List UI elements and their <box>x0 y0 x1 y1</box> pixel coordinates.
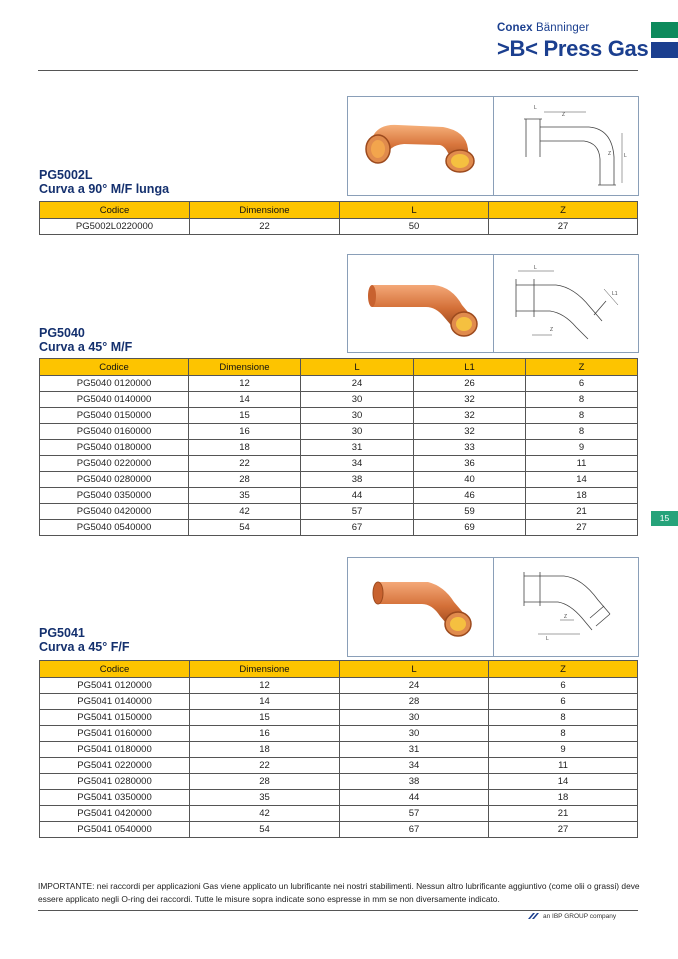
column-header: Codice <box>40 202 190 219</box>
table-cell: 30 <box>301 392 414 408</box>
table-row <box>40 790 638 806</box>
dim-label-z: Z <box>562 112 566 118</box>
footer-divider <box>38 910 638 911</box>
column-header: L1 <box>414 359 526 376</box>
column-header: Codice <box>40 661 190 678</box>
brand-name-banninger: Bänninger <box>535 22 590 34</box>
brand-logo-title: >B< Press Gas <box>497 36 649 61</box>
table-cell: 14 <box>526 472 638 488</box>
table-cell: 59 <box>414 504 526 520</box>
table-cell: 14 <box>190 694 340 710</box>
table-cell: 21 <box>526 504 638 520</box>
table-cell: 31 <box>301 440 414 456</box>
brand-bar-green <box>651 22 678 38</box>
section-title-pg5040 <box>39 326 132 354</box>
table-cell: 18 <box>190 742 340 758</box>
technical-drawing-45-elbow-mf <box>494 255 638 352</box>
table-cell: 18 <box>526 488 638 504</box>
table-row <box>40 392 638 408</box>
section-title-pg5041 <box>39 626 129 654</box>
table-cell: 11 <box>526 456 638 472</box>
table-cell: 12 <box>190 678 340 694</box>
table-cell: 15 <box>190 710 340 726</box>
table-cell: 6 <box>489 678 638 694</box>
table-row <box>40 678 638 694</box>
table-cell: 8 <box>489 726 638 742</box>
table-row <box>40 504 638 520</box>
table-cell: 6 <box>489 694 638 710</box>
technical-drawing-90-elbow <box>494 97 638 195</box>
table-row <box>40 758 638 774</box>
table-cell: 28 <box>340 694 489 710</box>
table-cell: PG5040 0350000 <box>40 488 189 504</box>
table-cell: 18 <box>189 440 301 456</box>
fitting-photo-90-elbow <box>348 97 493 195</box>
table-cell: 69 <box>414 520 526 536</box>
column-header: Dimensione <box>190 661 340 678</box>
table-cell: 50 <box>340 219 489 235</box>
column-header: L <box>340 202 489 219</box>
brand-name-conex: Conex <box>497 22 533 34</box>
table-cell: 27 <box>489 822 638 838</box>
table-header-row <box>40 202 638 219</box>
table-cell: 30 <box>340 710 489 726</box>
table-cell: 8 <box>526 392 638 408</box>
table-cell: PG5040 0540000 <box>40 520 189 536</box>
header-divider <box>38 70 638 71</box>
table-cell: 38 <box>301 472 414 488</box>
table-cell: PG5041 0420000 <box>40 806 190 822</box>
dim-label-l: L <box>546 636 549 642</box>
table-row <box>40 822 638 838</box>
table-cell: 28 <box>190 774 340 790</box>
table-cell: 42 <box>190 806 340 822</box>
group-credit-text: an IBP GROUP company <box>543 913 617 920</box>
product-code: PG5040 <box>39 326 85 340</box>
column-header: Dimensione <box>189 359 301 376</box>
table-cell: 31 <box>340 742 489 758</box>
product-code: PG5041 <box>39 626 85 640</box>
table-cell: PG5041 0160000 <box>40 726 190 742</box>
dim-label-l: L <box>534 265 537 271</box>
product-image-box-pg5041 <box>347 557 639 657</box>
table-cell: 27 <box>489 219 638 235</box>
table-row <box>40 710 638 726</box>
table-cell: 26 <box>414 376 526 392</box>
table-cell: PG5040 0180000 <box>40 440 189 456</box>
table-cell: 36 <box>414 456 526 472</box>
table-cell: 42 <box>189 504 301 520</box>
product-image-box-pg5040 <box>347 254 639 353</box>
table-cell: 14 <box>489 774 638 790</box>
table-cell: 44 <box>340 790 489 806</box>
table-cell: PG5040 0140000 <box>40 392 189 408</box>
product-image-box-pg5002l <box>347 96 639 196</box>
column-header: Z <box>489 661 638 678</box>
table-cell: PG5002L0220000 <box>40 219 190 235</box>
product-code: PG5002L <box>39 168 93 182</box>
table-cell: 44 <box>301 488 414 504</box>
table-cell: PG5040 0280000 <box>40 472 189 488</box>
column-header: Z <box>526 359 638 376</box>
table-cell: 32 <box>414 424 526 440</box>
table-cell: 40 <box>414 472 526 488</box>
important-note: IMPORTANTE: nei raccordi per applicazioni Gas viene applicato un lubrificante nei nostri stabilimenti. Nessun altro lubrificante aggiuntivo (come olii o grassi) deve essere applicato negli O-ring dei raccordi. Tutte le misure sopra indicate sono espresse in mm se non diversamente indicato. <box>38 881 640 904</box>
table-cell: PG5041 0180000 <box>40 742 190 758</box>
table-cell: 22 <box>189 456 301 472</box>
table-cell: 30 <box>301 424 414 440</box>
table-cell: PG5041 0150000 <box>40 710 190 726</box>
table-cell: 24 <box>301 376 414 392</box>
column-header: L <box>340 661 489 678</box>
column-header: Codice <box>40 359 189 376</box>
table-cell: 32 <box>414 392 526 408</box>
table-cell: PG5040 0160000 <box>40 424 189 440</box>
table-cell: 22 <box>190 758 340 774</box>
table-cell: 57 <box>340 806 489 822</box>
ibp-logo-icon <box>528 913 540 919</box>
table-row <box>40 456 638 472</box>
table-cell: PG5040 0420000 <box>40 504 189 520</box>
table-cell: 28 <box>189 472 301 488</box>
column-header: L <box>301 359 414 376</box>
table-cell: PG5041 0280000 <box>40 774 190 790</box>
table-cell: PG5041 0350000 <box>40 790 190 806</box>
table-cell: 9 <box>489 742 638 758</box>
table-cell: PG5041 0140000 <box>40 694 190 710</box>
table-row <box>40 520 638 536</box>
table-row <box>40 219 638 235</box>
table-cell: 14 <box>189 392 301 408</box>
table-cell: 32 <box>414 408 526 424</box>
table-cell: PG5040 0120000 <box>40 376 189 392</box>
table-cell: 35 <box>189 488 301 504</box>
table-cell: 34 <box>301 456 414 472</box>
table-cell: 22 <box>190 219 340 235</box>
fitting-photo-45-elbow-mf <box>348 255 493 352</box>
table-row <box>40 488 638 504</box>
table-row <box>40 472 638 488</box>
product-name: Curva a 45° F/F <box>39 640 130 654</box>
page-number-tab: 15 <box>651 511 678 526</box>
table-row <box>40 806 638 822</box>
group-credit <box>528 913 616 920</box>
table-cell: 46 <box>414 488 526 504</box>
table-cell: 8 <box>526 424 638 440</box>
table-cell: 54 <box>189 520 301 536</box>
table-header-row <box>40 359 638 376</box>
table-row <box>40 424 638 440</box>
table-cell: 6 <box>526 376 638 392</box>
table-row <box>40 408 638 424</box>
table-cell: 33 <box>414 440 526 456</box>
table-cell: PG5041 0220000 <box>40 758 190 774</box>
table-cell: 57 <box>301 504 414 520</box>
table-cell: 8 <box>489 710 638 726</box>
technical-drawing-45-elbow-ff <box>494 558 638 656</box>
brand-tagline <box>497 22 589 34</box>
brand-bar-blue <box>651 42 678 58</box>
section-title-pg5002l <box>39 168 169 196</box>
table-header-row <box>40 661 638 678</box>
table-cell: 67 <box>301 520 414 536</box>
table-cell: PG5040 0220000 <box>40 456 189 472</box>
dim-label-z: Z <box>564 614 568 620</box>
column-header: Dimensione <box>190 202 340 219</box>
product-table-pg5041 <box>39 660 638 838</box>
table-cell: 24 <box>340 678 489 694</box>
table-cell: 67 <box>340 822 489 838</box>
dim-label-l-vertical: L <box>624 153 627 159</box>
table-cell: 27 <box>526 520 638 536</box>
table-cell: 38 <box>340 774 489 790</box>
table-cell: 16 <box>189 424 301 440</box>
table-cell: 54 <box>190 822 340 838</box>
dim-label-l: L <box>534 105 537 111</box>
fitting-photo-45-elbow-ff <box>348 558 493 656</box>
table-cell: 16 <box>190 726 340 742</box>
table-row <box>40 742 638 758</box>
table-cell: PG5040 0150000 <box>40 408 189 424</box>
dim-label-z-vertical: Z <box>608 151 612 157</box>
table-cell: 15 <box>189 408 301 424</box>
table-cell: 12 <box>189 376 301 392</box>
table-row <box>40 376 638 392</box>
product-table-pg5002l <box>39 201 638 235</box>
column-header: Z <box>489 202 638 219</box>
table-cell: 8 <box>526 408 638 424</box>
dim-label-l1: L1 <box>612 291 618 297</box>
table-row <box>40 774 638 790</box>
table-cell: 34 <box>340 758 489 774</box>
table-cell: 18 <box>489 790 638 806</box>
table-cell: PG5041 0120000 <box>40 678 190 694</box>
table-cell: 30 <box>301 408 414 424</box>
table-cell: 30 <box>340 726 489 742</box>
table-cell: 9 <box>526 440 638 456</box>
table-cell: 35 <box>190 790 340 806</box>
product-name: Curva a 45° M/F <box>39 340 133 354</box>
product-table-pg5040 <box>39 358 638 536</box>
table-row <box>40 726 638 742</box>
table-cell: 21 <box>489 806 638 822</box>
dim-label-z: Z <box>550 327 554 333</box>
product-name: Curva a 90° M/F lunga <box>39 182 170 196</box>
table-cell: PG5041 0540000 <box>40 822 190 838</box>
table-row <box>40 694 638 710</box>
table-cell: 11 <box>489 758 638 774</box>
table-row <box>40 440 638 456</box>
